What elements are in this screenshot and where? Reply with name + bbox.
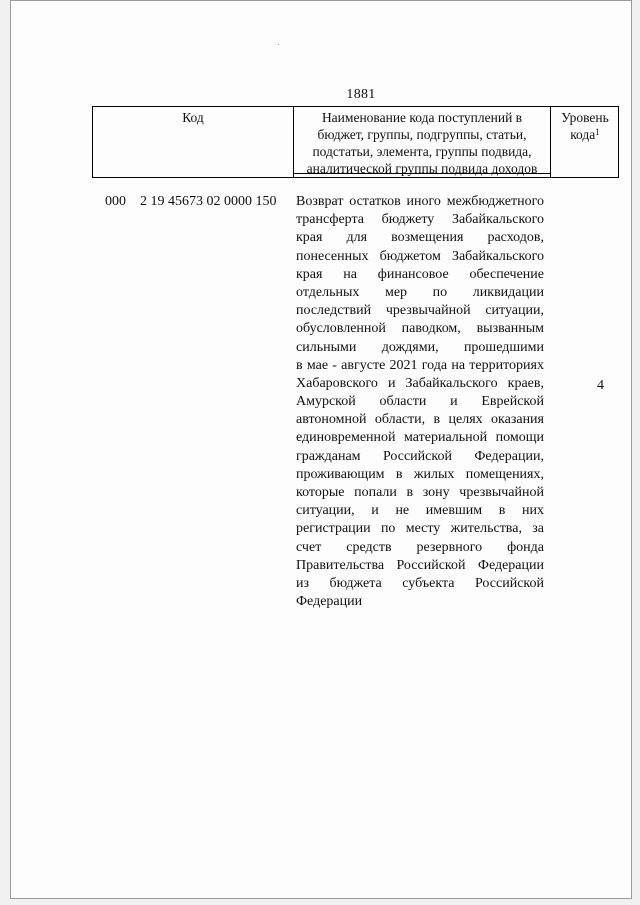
header-name-cell <box>294 107 551 177</box>
description-line: Амурской области и Еврейской <box>296 394 544 410</box>
description-line: Хабаровского и Забайкальского краев, <box>296 375 544 391</box>
description-line: ситуации, и не имевшим в них <box>296 503 544 519</box>
description-line: сильными дождями, прошедшими <box>296 339 544 355</box>
description-line: в мае - августе 2021 года на территориях <box>296 357 544 373</box>
description-line: края на финансовое обеспечение <box>296 266 544 282</box>
description-line: счет средств резервного фонда <box>296 539 544 555</box>
header-name-line: аналитической группы подвида доходов <box>306 161 538 176</box>
description-line: трансферта бюджету Забайкальского <box>296 212 544 228</box>
row-code: 2 19 45673 02 0000 150 <box>140 194 277 209</box>
header-name-line: Наименование кода поступлений в <box>321 110 523 125</box>
description-line: которые попали в зону чрезвычайной <box>296 485 544 500</box>
description-line: автономной области, в целях оказания <box>296 412 544 428</box>
description-line: проживающим в жилых помещениях, <box>296 466 544 482</box>
header-level-cell <box>551 107 619 177</box>
page-number: 1881 <box>346 87 376 102</box>
row-description <box>296 193 544 611</box>
description-line: понесенных бюджетом Забайкальского <box>296 248 544 264</box>
description-line: обусловленной паводком, вызванным <box>296 321 544 337</box>
description-line: Федерации <box>296 594 363 610</box>
row-level: 4 <box>597 378 604 393</box>
header-level-label: кода <box>570 127 596 142</box>
header-code-label: Код <box>182 110 204 125</box>
scan-speck <box>278 44 279 45</box>
description-line: гражданам Российской Федерации, <box>296 448 544 464</box>
description-line: края для возмещения расходов, <box>296 230 544 246</box>
header-level-line1: Уровень <box>561 110 609 125</box>
document-page <box>10 0 632 899</box>
description-line: единовременной материальной помощи <box>296 430 544 446</box>
description-line: Правительства Российской Федерации <box>296 557 544 573</box>
header-level-footnote: 1 <box>595 127 600 137</box>
description-line: отдельных мер по ликвидации <box>296 284 544 300</box>
header-name-rule <box>294 173 550 174</box>
table-header <box>92 106 619 178</box>
description-line: последствий чрезвычайной ситуации, <box>296 303 544 319</box>
header-level-line2 <box>551 126 619 143</box>
header-name-line: подстатьи, элемента, группы подвида, <box>312 144 532 159</box>
row-prefix: 000 <box>105 194 126 209</box>
description-line: регистрации по месту жительства, за <box>296 521 544 537</box>
description-line: из бюджета субъекта Российской <box>296 575 544 591</box>
header-name-line: бюджет, группы, подгруппы, статьи, <box>317 127 527 142</box>
header-code-cell <box>93 107 294 177</box>
description-line: Возврат остатков иного межбюджетного <box>296 194 544 209</box>
